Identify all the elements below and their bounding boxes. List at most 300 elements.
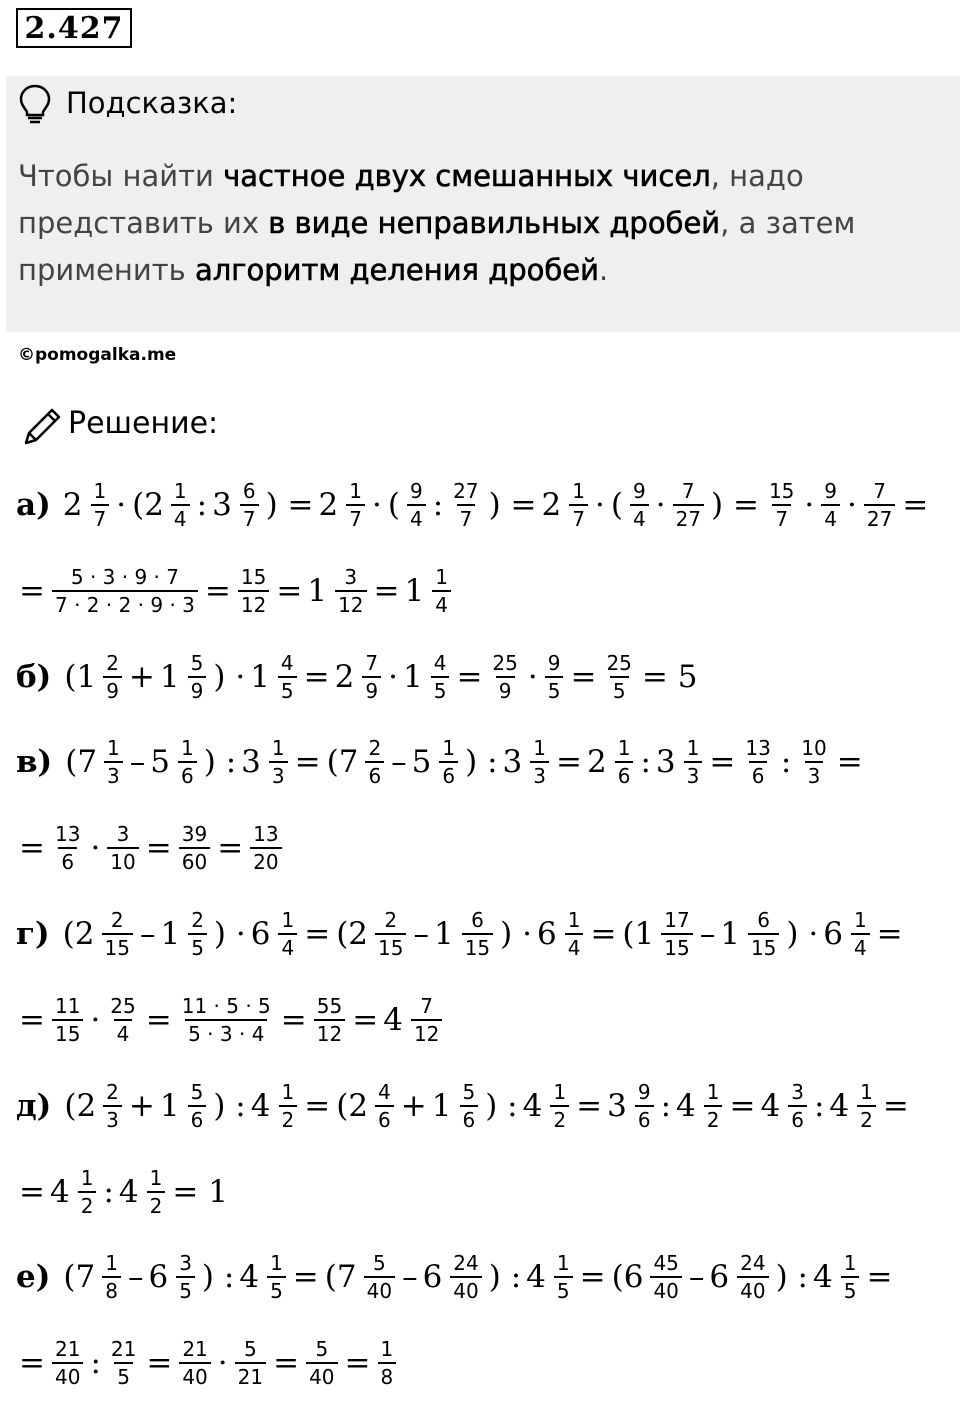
numerator: 55 xyxy=(316,994,343,1018)
numerator: 1 xyxy=(553,1080,567,1104)
operator: · xyxy=(90,1002,101,1038)
hint-emphasis: частное двух смешанных чисел xyxy=(223,159,711,193)
fraction xyxy=(147,1166,166,1218)
operator: – xyxy=(129,744,146,780)
fraction xyxy=(103,651,122,703)
item-label: б) xyxy=(16,659,52,695)
fraction xyxy=(52,1337,83,1389)
numerator: 3 xyxy=(344,565,358,589)
operator: · xyxy=(527,659,538,695)
whole-part: 3 xyxy=(241,744,261,780)
operator: – xyxy=(391,744,407,780)
whole-part: 4 xyxy=(250,1088,271,1124)
solution-line xyxy=(16,1328,400,1398)
numerator: 21 xyxy=(110,1337,137,1361)
whole-part: 2 xyxy=(318,487,339,523)
operator: (1 xyxy=(64,659,97,695)
numerator: 9 xyxy=(824,479,837,503)
operator: – xyxy=(688,1259,705,1295)
numerator: 2 xyxy=(191,908,204,932)
whole-part: 1 xyxy=(431,1088,452,1124)
numerator: 9 xyxy=(409,479,423,503)
lightbulb-icon xyxy=(18,84,52,126)
solution-line xyxy=(16,985,446,1055)
fraction xyxy=(188,651,207,703)
fraction xyxy=(378,1337,397,1389)
fraction xyxy=(432,565,451,617)
numerator: 4 xyxy=(378,1080,391,1104)
operator: – xyxy=(699,916,716,952)
fraction xyxy=(673,479,704,531)
denominator: 5 xyxy=(114,1362,133,1389)
operator: · xyxy=(655,487,666,523)
whole-part: 6 xyxy=(709,1259,730,1295)
fraction xyxy=(375,1080,394,1132)
operator: ) · xyxy=(786,916,819,952)
fraction xyxy=(238,565,269,617)
fraction xyxy=(269,736,288,788)
operator: : xyxy=(432,487,444,523)
fraction xyxy=(171,479,190,531)
operator: = xyxy=(352,1002,379,1038)
whole-part: 4 xyxy=(812,1259,833,1295)
whole-part: 6 xyxy=(148,1259,169,1295)
operator: : xyxy=(813,1088,825,1124)
denominator: 2 xyxy=(279,1105,298,1132)
operator: = xyxy=(273,1345,300,1381)
fraction xyxy=(179,994,274,1046)
numerator: 1 xyxy=(181,736,194,760)
denominator: 4 xyxy=(114,1019,133,1046)
operator: = xyxy=(709,744,736,780)
fraction xyxy=(864,479,895,531)
operator: · xyxy=(388,659,398,695)
whole-part: 4 xyxy=(522,1088,543,1124)
denominator: 7 xyxy=(91,504,110,531)
solution-title: Решение: xyxy=(68,406,219,441)
operator: (7 xyxy=(324,1259,357,1295)
denominator: 15 xyxy=(375,933,406,960)
denominator: 4 xyxy=(565,933,584,960)
whole-part: 2 xyxy=(334,659,355,695)
operator: = xyxy=(146,1345,173,1381)
item-label: е) xyxy=(16,1259,51,1295)
fraction xyxy=(107,994,138,1046)
numerator: 5 xyxy=(244,1337,257,1361)
denominator: 9 xyxy=(362,676,381,703)
fraction xyxy=(91,479,110,531)
denominator: 5 xyxy=(431,676,450,703)
numerator: 2 xyxy=(110,908,124,932)
solution-line xyxy=(16,1242,895,1312)
fraction xyxy=(857,1080,876,1132)
operator: = xyxy=(217,830,244,866)
denominator: 15 xyxy=(52,1019,83,1046)
numerator: 1 xyxy=(435,565,448,589)
numerator: 25 xyxy=(606,651,632,675)
denominator: 5 xyxy=(267,1276,286,1303)
fraction xyxy=(108,1337,139,1389)
fraction xyxy=(766,479,797,531)
operator: = xyxy=(836,744,863,780)
fraction xyxy=(704,1080,723,1132)
numerator: 10 xyxy=(801,736,827,760)
fraction xyxy=(841,1251,860,1303)
fraction xyxy=(306,1337,337,1389)
numerator: 1 xyxy=(271,736,285,760)
whole-part: 1 xyxy=(433,916,454,952)
fraction xyxy=(554,1251,573,1303)
numerator: 1 xyxy=(349,479,362,503)
denominator: 2 xyxy=(704,1105,723,1132)
denominator: 7 xyxy=(772,504,791,531)
operator: (7 xyxy=(63,1259,96,1295)
operator: · xyxy=(90,830,101,866)
numerator: 1 xyxy=(105,1251,118,1275)
denominator: 20 xyxy=(250,847,281,874)
numerator: 6 xyxy=(757,908,771,932)
whole-part: 5 xyxy=(150,744,171,780)
fraction xyxy=(364,1251,395,1303)
hint-emphasis: в виде неправильных дробей xyxy=(268,206,721,240)
operator: = xyxy=(145,830,172,866)
operator: (2 xyxy=(62,916,95,952)
fraction xyxy=(851,908,870,960)
fraction xyxy=(107,822,138,874)
solution-line xyxy=(16,556,455,626)
fraction xyxy=(240,479,259,531)
operator: + xyxy=(128,1088,155,1124)
numerator: 5 xyxy=(190,1080,204,1104)
denominator: 8 xyxy=(378,1362,397,1389)
hint-emphasis: алгоритм деления дробей xyxy=(194,253,599,287)
numerator: 9 xyxy=(547,651,561,675)
denominator: 3 xyxy=(269,761,288,788)
denominator: 6 xyxy=(788,1105,807,1132)
fraction xyxy=(462,908,493,960)
whole-part: 3 xyxy=(212,487,232,523)
operator: – xyxy=(413,916,429,952)
operator: ) · xyxy=(500,916,532,952)
operator: = xyxy=(280,1002,307,1038)
fraction xyxy=(188,1080,207,1132)
numerator: 3 xyxy=(116,822,130,846)
fraction xyxy=(346,479,365,531)
whole-part: 1 xyxy=(159,1088,180,1124)
fraction xyxy=(431,651,450,703)
fraction xyxy=(748,908,779,960)
fraction xyxy=(630,479,649,531)
operator: = xyxy=(866,1259,893,1295)
denominator: 15 xyxy=(462,933,493,960)
numerator: 15 xyxy=(768,479,795,503)
numerator: 5 xyxy=(372,1251,386,1275)
numerator: 1 xyxy=(853,908,867,932)
whole-part: 1 xyxy=(402,659,423,695)
whole-part: 4 xyxy=(383,1002,403,1038)
denominator: 6 xyxy=(615,761,634,788)
numerator: 9 xyxy=(637,1080,651,1104)
numerator: 1 xyxy=(281,1080,295,1104)
operator: = xyxy=(19,830,45,866)
numerator: 1 xyxy=(567,908,581,932)
whole-part: 1 xyxy=(250,659,270,695)
fraction xyxy=(188,908,207,960)
numerator: 2 xyxy=(106,651,119,675)
whole-part: 3 xyxy=(655,744,676,780)
numerator: 1 xyxy=(173,479,187,503)
copyright: ©pomogalka.me xyxy=(18,345,177,365)
denominator: 3 xyxy=(103,1105,122,1132)
numerator: 1 xyxy=(107,736,120,760)
denominator: 9 xyxy=(496,676,515,703)
numerator: 7 xyxy=(420,994,434,1018)
numerator: 1 xyxy=(442,736,456,760)
whole-part: 4 xyxy=(526,1259,546,1295)
operator: ) : xyxy=(201,1259,235,1295)
operator: (2 xyxy=(336,916,369,952)
item-label: а) xyxy=(16,487,51,523)
numerator: 2 xyxy=(384,908,398,932)
solution-line xyxy=(16,727,866,797)
whole-part: 4 xyxy=(239,1259,260,1295)
denominator: 2 xyxy=(550,1105,569,1132)
fraction xyxy=(603,651,634,703)
numerator: 7 xyxy=(873,479,886,503)
numerator: 1 xyxy=(380,1337,394,1361)
denominator: 12 xyxy=(238,590,269,617)
hint-title: Подсказка: xyxy=(66,86,238,120)
fraction xyxy=(362,651,381,703)
denominator: 5 xyxy=(554,1276,573,1303)
denominator: 5 · 3 · 4 xyxy=(185,1019,267,1046)
whole-part: 1 xyxy=(160,916,181,952)
denominator: 3 xyxy=(530,761,549,788)
operator: (2 xyxy=(132,487,164,523)
operator: · xyxy=(217,1345,228,1381)
denominator: 5 xyxy=(176,1276,195,1303)
fraction xyxy=(615,736,634,788)
fraction xyxy=(788,1080,807,1132)
fraction xyxy=(250,822,281,874)
whole-part: 6 xyxy=(823,916,843,952)
whole-part: 4 xyxy=(829,1088,850,1124)
whole-part: 1 xyxy=(720,916,740,952)
denominator: 6 xyxy=(365,761,384,788)
numerator: 1 xyxy=(860,1080,873,1104)
operator: ( xyxy=(610,487,623,523)
fraction xyxy=(52,565,198,617)
operator: (2 xyxy=(64,1088,97,1124)
operator: = xyxy=(19,1345,45,1381)
numerator: 21 xyxy=(182,1337,208,1361)
operator: = xyxy=(456,659,483,695)
operator: ) · xyxy=(213,916,246,952)
operator: ) : xyxy=(485,1088,518,1124)
denominator: 40 xyxy=(306,1362,337,1389)
item-label: д) xyxy=(16,1088,52,1124)
fraction xyxy=(650,1251,681,1303)
denominator: 40 xyxy=(52,1362,83,1389)
operator: ( xyxy=(387,487,400,523)
whole-part: 6 xyxy=(536,916,557,952)
operator: : xyxy=(780,744,792,780)
operator: ) : xyxy=(213,1088,246,1124)
fraction xyxy=(460,1080,479,1132)
fraction xyxy=(235,1337,266,1389)
solution-line xyxy=(16,899,906,969)
whole-part: 4 xyxy=(49,1174,70,1210)
numerator: 1 xyxy=(617,736,631,760)
numerator: 15 xyxy=(240,565,267,589)
numerator: 5 xyxy=(190,651,204,675)
whole-part: 5 xyxy=(411,744,432,780)
denominator: 5 xyxy=(610,676,629,703)
numerator: 1 xyxy=(80,1166,94,1190)
fraction xyxy=(661,908,692,960)
denominator: 7 xyxy=(569,504,588,531)
numerator: 11 xyxy=(54,994,81,1018)
fraction xyxy=(179,1337,210,1389)
fraction xyxy=(635,1080,654,1132)
operator: – xyxy=(139,916,156,952)
fraction xyxy=(279,1080,298,1132)
whole-part: 1 xyxy=(404,573,425,609)
whole-part: 3 xyxy=(502,744,523,780)
numerator: 4 xyxy=(433,651,447,675)
fraction xyxy=(278,651,297,703)
denominator: 5 xyxy=(545,676,564,703)
denominator: 9 xyxy=(103,676,122,703)
operator: = xyxy=(344,1345,371,1381)
operator: ) = xyxy=(488,487,537,523)
denominator: 6 xyxy=(58,847,77,874)
operator: + xyxy=(400,1088,427,1124)
denominator: 40 xyxy=(179,1362,210,1389)
numerator: 4 xyxy=(280,651,294,675)
operator: = xyxy=(19,1002,45,1038)
whole-part: 6 xyxy=(422,1259,443,1295)
denominator: 21 xyxy=(235,1362,266,1389)
fraction xyxy=(407,479,426,531)
denominator: 7 xyxy=(457,504,476,531)
operator: ) : xyxy=(203,744,237,780)
denominator: 6 xyxy=(375,1105,394,1132)
operator: = xyxy=(373,573,400,609)
operator: – xyxy=(127,1259,144,1295)
fraction xyxy=(375,908,406,960)
denominator: 5 xyxy=(841,1276,860,1303)
whole-part: 1 xyxy=(307,573,328,609)
numerator: 6 xyxy=(471,908,484,932)
denominator: 4 xyxy=(851,933,870,960)
operator: · xyxy=(371,487,382,523)
numerator: 6 xyxy=(242,479,256,503)
fraction xyxy=(742,736,773,788)
fraction xyxy=(52,994,83,1046)
numerator: 1 xyxy=(572,479,585,503)
numerator: 9 xyxy=(632,479,646,503)
operator: : xyxy=(196,487,208,523)
numerator: 1 xyxy=(281,908,295,932)
fraction xyxy=(314,994,345,1046)
denominator: 60 xyxy=(179,847,210,874)
numerator: 7 xyxy=(681,479,695,503)
fraction xyxy=(737,1251,768,1303)
fraction xyxy=(176,1251,195,1303)
operator: · xyxy=(116,487,127,523)
denominator: 9 xyxy=(188,676,207,703)
operator: ) = xyxy=(711,487,759,523)
denominator: 27 xyxy=(673,504,704,531)
operator: (7 xyxy=(326,744,359,780)
denominator: 6 xyxy=(178,761,197,788)
operator: + xyxy=(128,659,155,695)
fraction xyxy=(565,908,584,960)
solution-line xyxy=(16,470,931,540)
fraction xyxy=(545,651,564,703)
operator: (1 xyxy=(622,916,655,952)
operator: (7 xyxy=(65,744,98,780)
fraction xyxy=(450,1251,481,1303)
operator: = xyxy=(876,916,903,952)
whole-part: 4 xyxy=(118,1174,139,1210)
denominator: 7 · 2 · 2 · 9 · 3 xyxy=(52,590,198,617)
numerator: 11 · 5 · 5 xyxy=(181,994,271,1018)
fraction xyxy=(489,651,520,703)
denominator: 6 xyxy=(749,761,768,788)
denominator: 10 xyxy=(107,847,138,874)
denominator: 4 xyxy=(630,504,649,531)
numerator: 45 xyxy=(653,1251,679,1275)
operator: = xyxy=(304,1088,331,1124)
operator: = xyxy=(19,573,45,609)
denominator: 4 xyxy=(171,504,190,531)
denominator: 40 xyxy=(650,1276,681,1303)
solution-line xyxy=(16,642,700,712)
denominator: 15 xyxy=(102,933,133,960)
fraction xyxy=(335,565,366,617)
denominator: 12 xyxy=(335,590,366,617)
operator: = xyxy=(145,1002,172,1038)
operator: = xyxy=(576,1088,603,1124)
operator: ) : xyxy=(775,1259,808,1295)
denominator: 4 xyxy=(407,504,426,531)
solution-line xyxy=(16,1071,912,1141)
denominator: 7 xyxy=(346,504,365,531)
denominator: 2 xyxy=(857,1105,876,1132)
numerator: 1 xyxy=(533,736,547,760)
operator: : xyxy=(640,744,651,780)
denominator: 40 xyxy=(450,1276,481,1303)
fraction xyxy=(365,736,384,788)
operator: (6 xyxy=(611,1259,644,1295)
denominator: 4 xyxy=(432,590,451,617)
operator: = xyxy=(276,573,303,609)
denominator: 3 xyxy=(805,761,824,788)
task-number: 2.427 xyxy=(16,8,132,48)
denominator: 4 xyxy=(821,504,840,531)
operator: = xyxy=(882,1088,909,1124)
item-label: в) xyxy=(16,744,53,780)
numerator: 13 xyxy=(54,822,81,846)
solution-line xyxy=(16,1157,231,1227)
whole-part: 1 xyxy=(159,659,180,695)
fraction xyxy=(267,1251,286,1303)
numerator: 2 xyxy=(368,736,382,760)
denominator: 5 xyxy=(278,676,297,703)
numerator: 7 xyxy=(365,651,379,675)
